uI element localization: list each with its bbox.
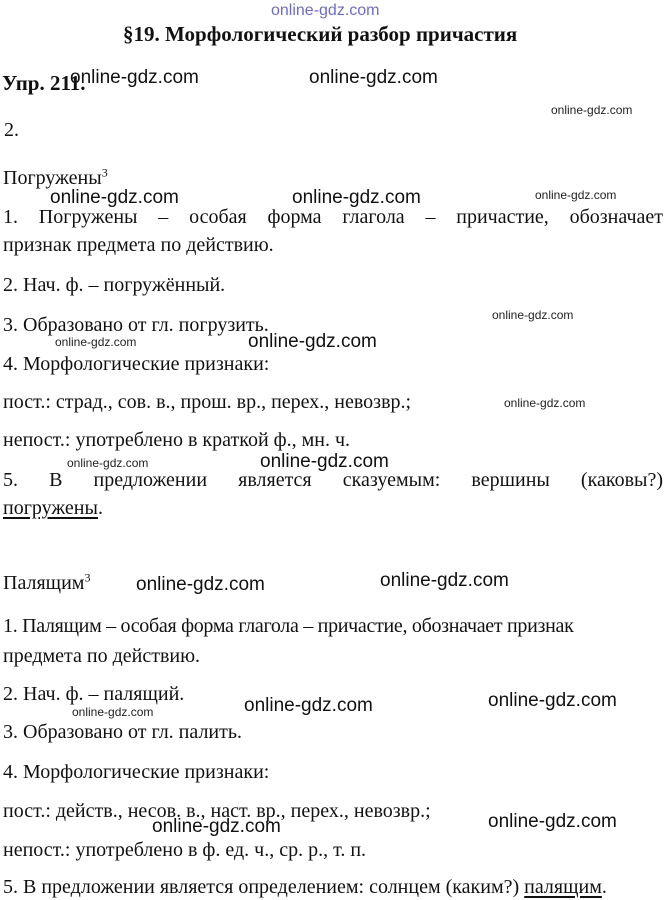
paragraph-2: 2. Нач. ф. – палящий.	[3, 683, 185, 705]
task-number: 2.	[4, 119, 19, 141]
watermark: online-gdz.com	[72, 705, 154, 719]
paragraph-3: 3. Образовано от гл. погрузить.	[3, 314, 269, 336]
period: .	[601, 876, 607, 898]
paragraph-1-line-2: предмета по действию.	[3, 645, 201, 667]
watermark: online-gdz.com	[488, 811, 617, 832]
watermark: online-gdz.com	[152, 816, 281, 837]
word-superscript: 3	[84, 570, 91, 585]
paragraph-4: 4. Морфологические признаки:	[3, 353, 270, 375]
constant-features: пост.: действ., несов. в., наст. вр., перех., невозвр.;	[3, 800, 431, 822]
watermark: online-gdz.com	[535, 188, 617, 202]
watermark: online-gdz.com	[492, 308, 574, 322]
paragraph-1-line-1: 1. Погружены – особая форма глагола – причастие, обозначает	[3, 206, 663, 228]
variable-features: непост.: употреблено в краткой ф., мн. ч.	[3, 429, 351, 451]
watermark: online-gdz.com	[244, 695, 373, 716]
period: .	[97, 497, 103, 519]
variable-features: непост.: употреблено в ф. ед. ч., ср. р., т. п.	[3, 839, 367, 861]
underlined-word: палящим	[524, 876, 602, 898]
word-label: Погружены	[3, 167, 102, 189]
word-heading	[3, 571, 90, 595]
watermark: online-gdz.com	[551, 103, 633, 117]
watermark: online-gdz.com	[260, 451, 389, 472]
watermark: online-gdz.com	[248, 331, 377, 352]
paragraph-5-line-1: 5. В предложении является сказуемым: вершины (каковы?)	[3, 469, 663, 491]
paragraph-3: 3. Образовано от гл. палить.	[3, 721, 242, 743]
word-label: Палящим	[3, 572, 85, 594]
watermark: online-gdz.com	[67, 456, 149, 470]
watermark: online-gdz.com	[380, 570, 509, 591]
exercise-heading: Упр. 211.	[2, 71, 86, 95]
paragraph-5	[3, 875, 607, 899]
watermark: online-gdz.com	[309, 67, 438, 88]
paragraph-5-text: 5. В предложении является определением: солнцем (каким?)	[3, 876, 520, 898]
paragraph-2: 2. Нач. ф. – погружённый.	[3, 274, 226, 296]
watermark: online-gdz.com	[271, 2, 380, 19]
underlined-word: погружены	[3, 497, 98, 519]
watermark: online-gdz.com	[70, 67, 199, 88]
watermark: online-gdz.com	[50, 187, 179, 208]
word-superscript: 3	[101, 165, 108, 180]
paragraph-1-line-2: признак предмета по действию.	[3, 234, 274, 256]
watermark: online-gdz.com	[55, 335, 137, 349]
constant-features: пост.: страд., сов. в., прош. вр., перех., невозвр.;	[3, 391, 412, 413]
page-title: §19. Морфологический разбор причастия	[123, 22, 518, 46]
paragraph-1-line-1: 1. Палящим – особая форма глагола – причастие, обозначает признак	[3, 615, 574, 637]
watermark: online-gdz.com	[292, 187, 421, 208]
watermark: online-gdz.com	[504, 396, 586, 410]
watermark: online-gdz.com	[488, 690, 617, 711]
paragraph-4: 4. Морфологические признаки:	[3, 761, 270, 783]
paragraph-5-line-2	[3, 496, 103, 520]
watermark: online-gdz.com	[136, 574, 265, 595]
